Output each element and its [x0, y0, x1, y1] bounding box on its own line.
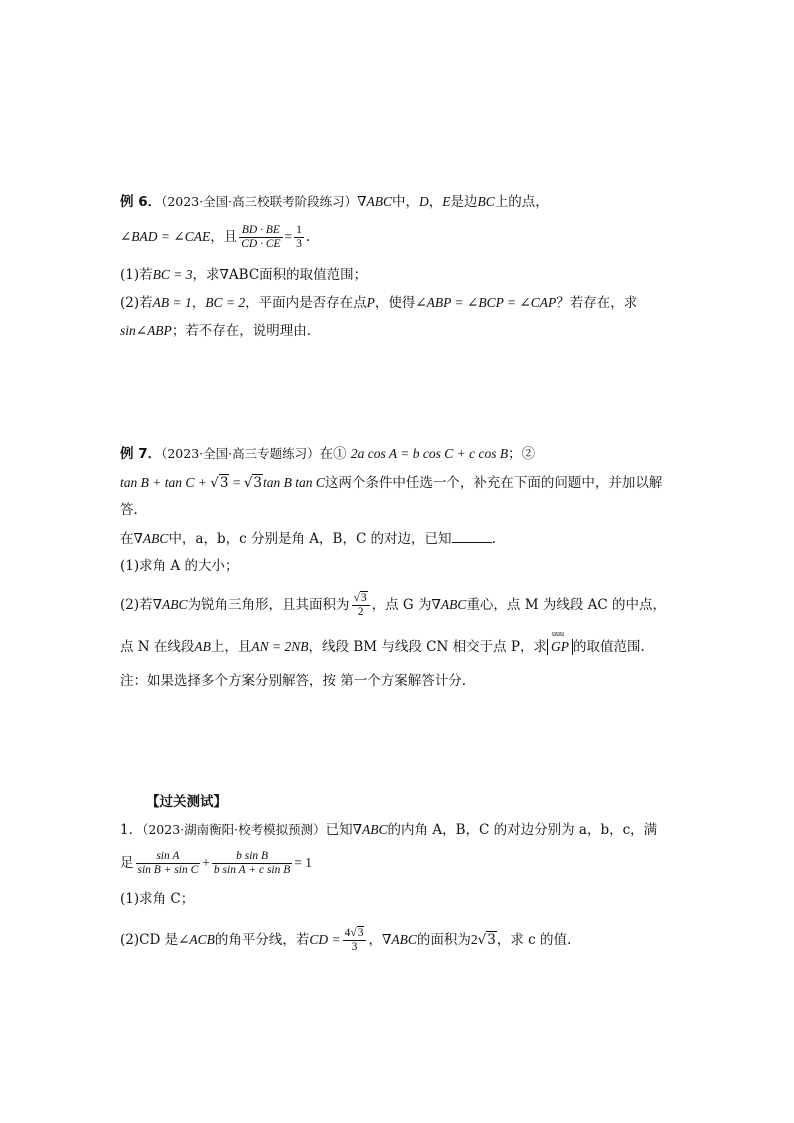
text: 上的点，	[494, 194, 549, 210]
condition-bc: BC = 2	[205, 295, 246, 310]
point-p: P	[366, 295, 375, 310]
triangle-abc: ∇ABC	[431, 597, 467, 612]
ex7-source: （2023·全国·高三专题练习）	[161, 446, 320, 461]
fraction-1	[136, 850, 201, 877]
coefficient: 4	[344, 927, 351, 939]
test-q2	[120, 922, 571, 958]
fraction-denominator: sin B + sin C	[137, 864, 199, 876]
vector-arrow-icon: uuu	[551, 629, 564, 638]
condition-an: AN = 2NB	[251, 639, 309, 654]
condition-ab: AB = 1	[152, 295, 192, 310]
test-condition: 足 $\frac{\text{sin A}}{\text{sin B + sin C}}$ + $\frac{\text{b sin B}}{\text{b sin A + c sin B}}$ = 1	[120, 850, 313, 876]
text: ，求 c 的值.	[496, 932, 572, 948]
test-line1	[120, 820, 657, 840]
ex7-label: 例 7．	[120, 446, 162, 462]
angle-acb: ∠ACB	[178, 932, 215, 947]
text: 中，a，b，c 分别是角 A，B，C 的对边，已知	[168, 531, 452, 547]
fraction-numerator: BD · BE	[239, 224, 282, 238]
fraction-2	[212, 850, 292, 877]
test-header	[146, 792, 227, 812]
ex6-q2-cont	[120, 321, 311, 341]
text: (1)求角 A 的大小；	[120, 558, 239, 574]
text: 注：如果选择多个方案分别解答，按 第一个方案解答计分.	[120, 673, 467, 689]
ex7-q2-cont	[120, 629, 645, 657]
text: 这两个条件中任选一个，补充在下面的问题中，并加以解	[324, 475, 663, 491]
angle-equation: ∠ABP = ∠BCP = ∠CAP	[415, 295, 557, 310]
triangle-abc: ∇ABC	[357, 194, 393, 209]
condition-1: 2a cos A = b cos C + c cos B	[350, 446, 509, 461]
text: 中，	[392, 194, 420, 210]
condition-2-right: tan B tan C	[263, 475, 325, 490]
radicand: 3	[219, 475, 229, 491]
text: ？若存在，求	[556, 295, 638, 311]
fraction-sqrt3-over-2	[352, 592, 370, 619]
fraction-denominator: 3	[296, 238, 302, 250]
section-header: 【过关测试】	[146, 794, 227, 810]
radicand: 3	[253, 475, 263, 491]
segment-bc: BC	[477, 194, 495, 209]
text: 答.	[120, 502, 138, 518]
ex6-line2: ∠BAD = ∠CAE，且 $\frac{BD \cdot BE}{CD \cdot CE}$ = $\frac{1}{3}$ .	[120, 224, 311, 250]
radicand: 3	[487, 932, 496, 948]
triangle-abc: ∇ABC	[381, 932, 417, 947]
sqrt-3: √3	[243, 475, 263, 491]
text: ，线段 BM 与线段 CN 相交于点 P，求	[308, 639, 547, 655]
problem-number: 1．	[120, 822, 143, 838]
fraction-numerator: 4√3	[343, 927, 367, 941]
fraction-4sqrt3-over-3	[343, 927, 367, 954]
text: ；②	[508, 446, 536, 462]
vector-gp: GP	[550, 639, 569, 654]
ex7-line2: tan B + tan C + √3 = √3tan B tan C这两个条件中任选一个，补充在下面的问题中，并加以解	[120, 475, 663, 491]
text: ，	[191, 295, 206, 311]
ex6-line1	[120, 192, 549, 212]
ex7-q2	[120, 588, 666, 622]
text: 足	[120, 855, 134, 871]
problem-source: （2023·湖南衡阳·校考模拟预测）	[142, 822, 326, 837]
segment-ab: AB	[194, 639, 211, 654]
condition-2-left: tan B + tan C +	[120, 475, 211, 490]
fraction-bd-be	[239, 224, 282, 251]
condition-bc: BC = 3	[152, 267, 193, 282]
text: 为锐角三角形，且其面积为	[187, 597, 350, 613]
text: ，平面内是否存在点	[245, 295, 367, 311]
fill-blank[interactable]	[452, 528, 492, 543]
text: ；若不存在，说明理由.	[171, 323, 312, 339]
text: ，使得	[374, 295, 416, 311]
text: ，	[428, 194, 443, 210]
text: 的取值范围.	[572, 639, 645, 655]
text: 是边	[450, 194, 478, 210]
vector-gp-magnitude	[547, 629, 573, 655]
ex7-q1	[120, 556, 238, 576]
point-e: E	[442, 194, 451, 209]
triangle-abc: ∇ABC	[152, 597, 188, 612]
sqrt-3: √3	[477, 932, 496, 948]
text: 的内角 A，B，C 的对边分别为 a，b，c，满	[387, 822, 658, 838]
text: (2)CD 是	[120, 932, 179, 948]
text: ，	[368, 932, 382, 948]
fraction-one-third	[294, 224, 304, 251]
ex7-line1	[120, 444, 535, 464]
fraction-denominator: 3	[351, 941, 358, 953]
text: ，且	[210, 229, 238, 245]
fraction-numerator: b sin B	[212, 850, 292, 864]
ex7-note	[120, 671, 466, 691]
sqrt-3: √3	[210, 475, 229, 491]
text: 已知	[325, 822, 353, 838]
fraction-numerator: 1	[296, 224, 302, 236]
text: 点 N 在线段	[120, 639, 195, 655]
fraction-numerator: √3	[352, 592, 370, 606]
fraction-denominator: 2	[357, 606, 364, 618]
ex6-q1	[120, 265, 367, 285]
text: 上，且	[210, 639, 252, 655]
fraction-denominator: b sin A + c sin B	[213, 864, 291, 876]
text: (2)若	[120, 597, 153, 613]
triangle-abc: ∇ABC	[133, 531, 169, 546]
text: (2)若	[120, 295, 153, 311]
ex6-label: 例 6．	[120, 194, 162, 210]
angle-equation: ∠BAD = ∠CAE	[120, 229, 211, 244]
text: 的角平分线，若	[214, 932, 310, 948]
ex6-source: （2023·全国·高三校联考阶段练习）	[161, 194, 358, 209]
equals-one: = 1	[294, 855, 313, 870]
sin-abp: sin∠ABP	[120, 323, 172, 338]
text: (1)求角 C；	[120, 891, 195, 907]
point-d: D	[419, 194, 429, 209]
text: (1)若	[120, 267, 153, 283]
triangle-abc: ∇ABC	[352, 822, 388, 837]
ex7-setup: 在∇ABC中，a，b，c 分别是角 A，B，C 的对边，已知 .	[120, 528, 496, 549]
text: 的面积为	[416, 932, 471, 948]
text: 在①	[319, 446, 351, 462]
test-q1	[120, 889, 194, 909]
text: 重心，点 M 为线段 AC 的中点，	[466, 597, 667, 613]
cd-equals: CD =	[309, 932, 341, 947]
ex6-q2	[120, 293, 637, 313]
fraction-denominator: CD · CE	[241, 238, 281, 250]
radicand: 3	[360, 592, 367, 604]
coefficient: 2	[470, 932, 478, 947]
radicand: 3	[357, 927, 364, 939]
text: ，点 G 为	[371, 597, 432, 613]
ex7-line3	[120, 500, 138, 520]
fraction-numerator: sin A	[136, 850, 201, 864]
text: ，求∇ABC面积的取值范围；	[192, 267, 368, 283]
